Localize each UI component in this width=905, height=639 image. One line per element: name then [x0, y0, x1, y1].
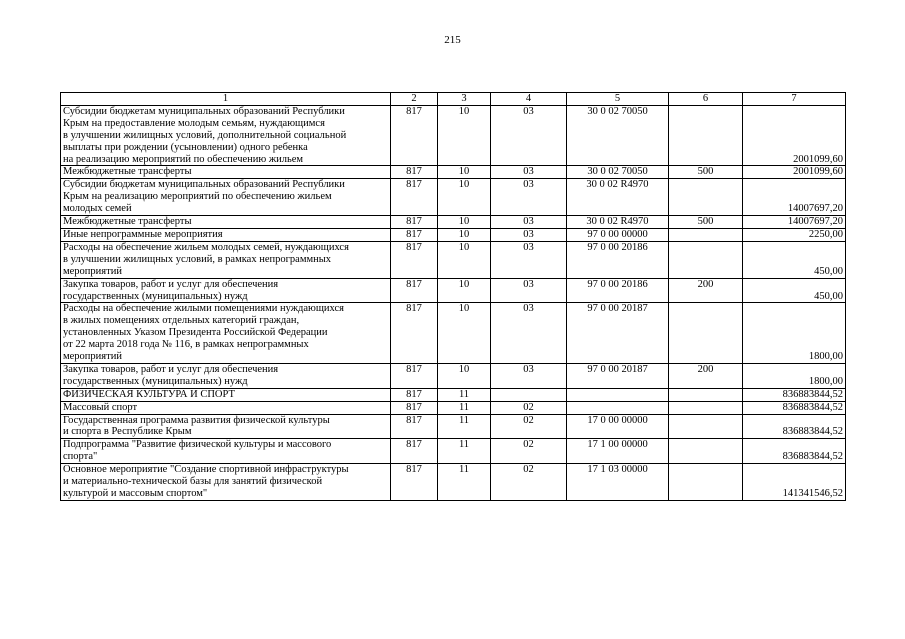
section-cell: 10 — [438, 179, 491, 216]
item-name-line: в улучшении жилищных условий, дополнительной социальной — [63, 129, 347, 141]
table-row — [61, 363, 846, 388]
table-row — [61, 414, 846, 439]
target-article-cell: 30 0 02 70050 — [567, 105, 669, 166]
item-name-line: установленных Указом Президента Российской Федерации — [63, 327, 328, 339]
section-cell: 11 — [438, 439, 491, 464]
item-name-line: в улучшении жилищных условий, в рамках непрограммных — [63, 253, 332, 265]
table-row — [61, 278, 846, 303]
section-cell: 10 — [438, 278, 491, 303]
header-cell-3: 3 — [438, 93, 491, 106]
expense-type-cell — [669, 401, 743, 414]
target-article-cell: 97 0 00 20186 — [567, 241, 669, 278]
gr-code-cell: 817 — [391, 216, 438, 229]
item-name-line: Государственная программа развития физической культуры — [63, 414, 330, 426]
amount-cell: 450,00 — [743, 241, 846, 278]
subsection-cell: 03 — [491, 105, 567, 166]
item-name-line: Крым на реализацию мероприятий по обеспечению жильем — [63, 191, 332, 203]
expense-type-cell: 500 — [669, 166, 743, 179]
target-article-cell: 30 0 02 70050 — [567, 166, 669, 179]
target-article-cell — [567, 401, 669, 414]
subsection-cell: 02 — [491, 439, 567, 464]
amount-cell: 2250,00 — [743, 228, 846, 241]
table-row — [61, 166, 846, 179]
gr-code-cell: 817 — [391, 228, 438, 241]
subsection-cell: 02 — [491, 401, 567, 414]
amount-cell: 1800,00 — [743, 303, 846, 364]
expense-type-cell — [669, 464, 743, 501]
table-row — [61, 179, 846, 216]
item-name-cell — [61, 105, 391, 166]
header-cell-2: 2 — [391, 93, 438, 106]
table-row — [61, 241, 846, 278]
expense-type-cell: 500 — [669, 216, 743, 229]
item-name-line: и материально-технической базы для занятий физической — [63, 476, 323, 488]
expense-type-cell — [669, 303, 743, 364]
amount-cell: 836883844,52 — [743, 439, 846, 464]
section-cell: 10 — [438, 363, 491, 388]
table-row — [61, 228, 846, 241]
item-name-line: Межбюджетные трансферты — [63, 166, 192, 178]
section-cell: 11 — [438, 464, 491, 501]
item-name-line: ФИЗИЧЕСКАЯ КУЛЬТУРА И СПОРТ — [63, 388, 235, 400]
target-article-cell: 17 1 00 00000 — [567, 439, 669, 464]
expense-type-cell — [669, 439, 743, 464]
section-cell: 11 — [438, 401, 491, 414]
subsection-cell: 03 — [491, 278, 567, 303]
target-article-cell: 17 0 00 00000 — [567, 414, 669, 439]
table-row — [61, 439, 846, 464]
amount-cell: 2001099,60 — [743, 166, 846, 179]
expense-type-cell — [669, 179, 743, 216]
target-article-cell: 97 0 00 20186 — [567, 278, 669, 303]
item-name-cell — [61, 228, 391, 241]
amount-cell: 141341546,52 — [743, 464, 846, 501]
item-name-line: Массовый спорт — [63, 401, 138, 413]
expense-type-cell — [669, 388, 743, 401]
amount-cell: 14007697,20 — [743, 179, 846, 216]
table-row — [61, 401, 846, 414]
amount-cell: 836883844,52 — [743, 401, 846, 414]
gr-code-cell: 817 — [391, 401, 438, 414]
subsection-cell: 03 — [491, 228, 567, 241]
item-name-cell — [61, 414, 391, 439]
item-name-line: мероприятий — [63, 265, 122, 277]
item-name-cell — [61, 363, 391, 388]
amount-cell: 1800,00 — [743, 363, 846, 388]
item-name-line: Субсидии бюджетам муниципальных образований Республики — [63, 105, 345, 117]
item-name-cell — [61, 216, 391, 229]
gr-code-cell: 817 — [391, 303, 438, 364]
header-cell-1: 1 — [61, 93, 391, 106]
expense-type-cell — [669, 105, 743, 166]
item-name-line: Иные непрограммные мероприятия — [63, 228, 223, 240]
gr-code-cell: 817 — [391, 363, 438, 388]
item-name-cell — [61, 179, 391, 216]
header-cell-5: 5 — [567, 93, 669, 106]
target-article-cell: 97 0 00 20187 — [567, 303, 669, 364]
expense-type-cell — [669, 228, 743, 241]
item-name-line: спорта" — [63, 451, 98, 463]
amount-cell: 14007697,20 — [743, 216, 846, 229]
table-header-row — [61, 93, 846, 106]
expense-type-cell — [669, 241, 743, 278]
header-cell-7: 7 — [743, 93, 846, 106]
item-name-line: Крым на предоставление молодым семьям, нуждающимся — [63, 117, 325, 129]
item-name-cell — [61, 464, 391, 501]
item-name-line: Закупка товаров, работ и услуг для обеспечения — [63, 278, 279, 290]
section-cell: 11 — [438, 388, 491, 401]
gr-code-cell: 817 — [391, 179, 438, 216]
item-name-cell — [61, 166, 391, 179]
item-name-line: выплаты при рождении (усыновлении) одного ребенка — [63, 141, 308, 153]
item-name-line: Подпрограмма "Развитие физической культуры и массового — [63, 439, 332, 451]
section-cell: 11 — [438, 414, 491, 439]
item-name-line: молодых семей — [63, 203, 132, 215]
target-article-cell: 30 0 02 R4970 — [567, 179, 669, 216]
item-name-line: в жилых помещениях отдельных категорий граждан, — [63, 315, 300, 327]
target-article-cell: 30 0 02 R4970 — [567, 216, 669, 229]
header-cell-6: 6 — [669, 93, 743, 106]
section-cell: 10 — [438, 303, 491, 364]
subsection-cell — [491, 388, 567, 401]
amount-cell: 836883844,52 — [743, 414, 846, 439]
item-name-cell — [61, 401, 391, 414]
gr-code-cell: 817 — [391, 278, 438, 303]
target-article-cell: 97 0 00 00000 — [567, 228, 669, 241]
page-number: 215 — [444, 34, 461, 46]
gr-code-cell: 817 — [391, 166, 438, 179]
target-article-cell — [567, 388, 669, 401]
item-name-cell — [61, 278, 391, 303]
item-name-line: Субсидии бюджетам муниципальных образований Республики — [63, 179, 345, 191]
item-name-line: Закупка товаров, работ и услуг для обеспечения — [63, 363, 279, 375]
gr-code-cell: 817 — [391, 105, 438, 166]
item-name-cell — [61, 388, 391, 401]
expense-type-cell: 200 — [669, 363, 743, 388]
item-name-cell — [61, 303, 391, 364]
target-article-cell: 17 1 03 00000 — [567, 464, 669, 501]
gr-code-cell: 817 — [391, 388, 438, 401]
subsection-cell: 03 — [491, 179, 567, 216]
item-name-line: Межбюджетные трансферты — [63, 216, 192, 228]
item-name-line: Основное мероприятие "Создание спортивной инфраструктуры — [63, 464, 349, 476]
expense-type-cell — [669, 414, 743, 439]
table-row — [61, 303, 846, 364]
gr-code-cell: 817 — [391, 414, 438, 439]
table-row — [61, 388, 846, 401]
subsection-cell: 03 — [491, 216, 567, 229]
subsection-cell: 02 — [491, 464, 567, 501]
gr-code-cell: 817 — [391, 464, 438, 501]
subsection-cell: 03 — [491, 241, 567, 278]
item-name-line: от 22 марта 2018 года № 116, в рамках непрограммных — [63, 339, 309, 351]
table-row — [61, 464, 846, 501]
item-name-line: государственных (муниципальных) нужд — [63, 375, 248, 387]
gr-code-cell: 817 — [391, 241, 438, 278]
gr-code-cell: 817 — [391, 439, 438, 464]
item-name-line: Расходы на обеспечение жильем молодых семей, нуждающихся — [63, 241, 349, 253]
expense-type-cell: 200 — [669, 278, 743, 303]
item-name-cell — [61, 241, 391, 278]
item-name-line: и спорта в Республике Крым — [63, 426, 192, 438]
header-cell-4: 4 — [491, 93, 567, 106]
section-cell: 10 — [438, 216, 491, 229]
target-article-cell: 97 0 00 20187 — [567, 363, 669, 388]
budget-table — [60, 92, 846, 501]
item-name-line: мероприятий — [63, 351, 122, 363]
item-name-line: Расходы на обеспечение жилыми помещениями нуждающихся — [63, 303, 344, 315]
section-cell: 10 — [438, 241, 491, 278]
amount-cell: 836883844,52 — [743, 388, 846, 401]
amount-cell: 2001099,60 — [743, 105, 846, 166]
amount-cell: 450,00 — [743, 278, 846, 303]
section-cell: 10 — [438, 166, 491, 179]
item-name-line: культурой и массовым спортом" — [63, 488, 208, 499]
table-row — [61, 105, 846, 166]
subsection-cell: 02 — [491, 414, 567, 439]
budget-table-body — [61, 93, 846, 501]
subsection-cell: 03 — [491, 166, 567, 179]
subsection-cell: 03 — [491, 363, 567, 388]
item-name-cell — [61, 439, 391, 464]
item-name-line: государственных (муниципальных) нужд — [63, 290, 248, 302]
table-row — [61, 216, 846, 229]
section-cell: 10 — [438, 105, 491, 166]
section-cell: 10 — [438, 228, 491, 241]
subsection-cell: 03 — [491, 303, 567, 364]
item-name-line: на реализацию мероприятий по обеспечению жильем — [63, 153, 304, 165]
